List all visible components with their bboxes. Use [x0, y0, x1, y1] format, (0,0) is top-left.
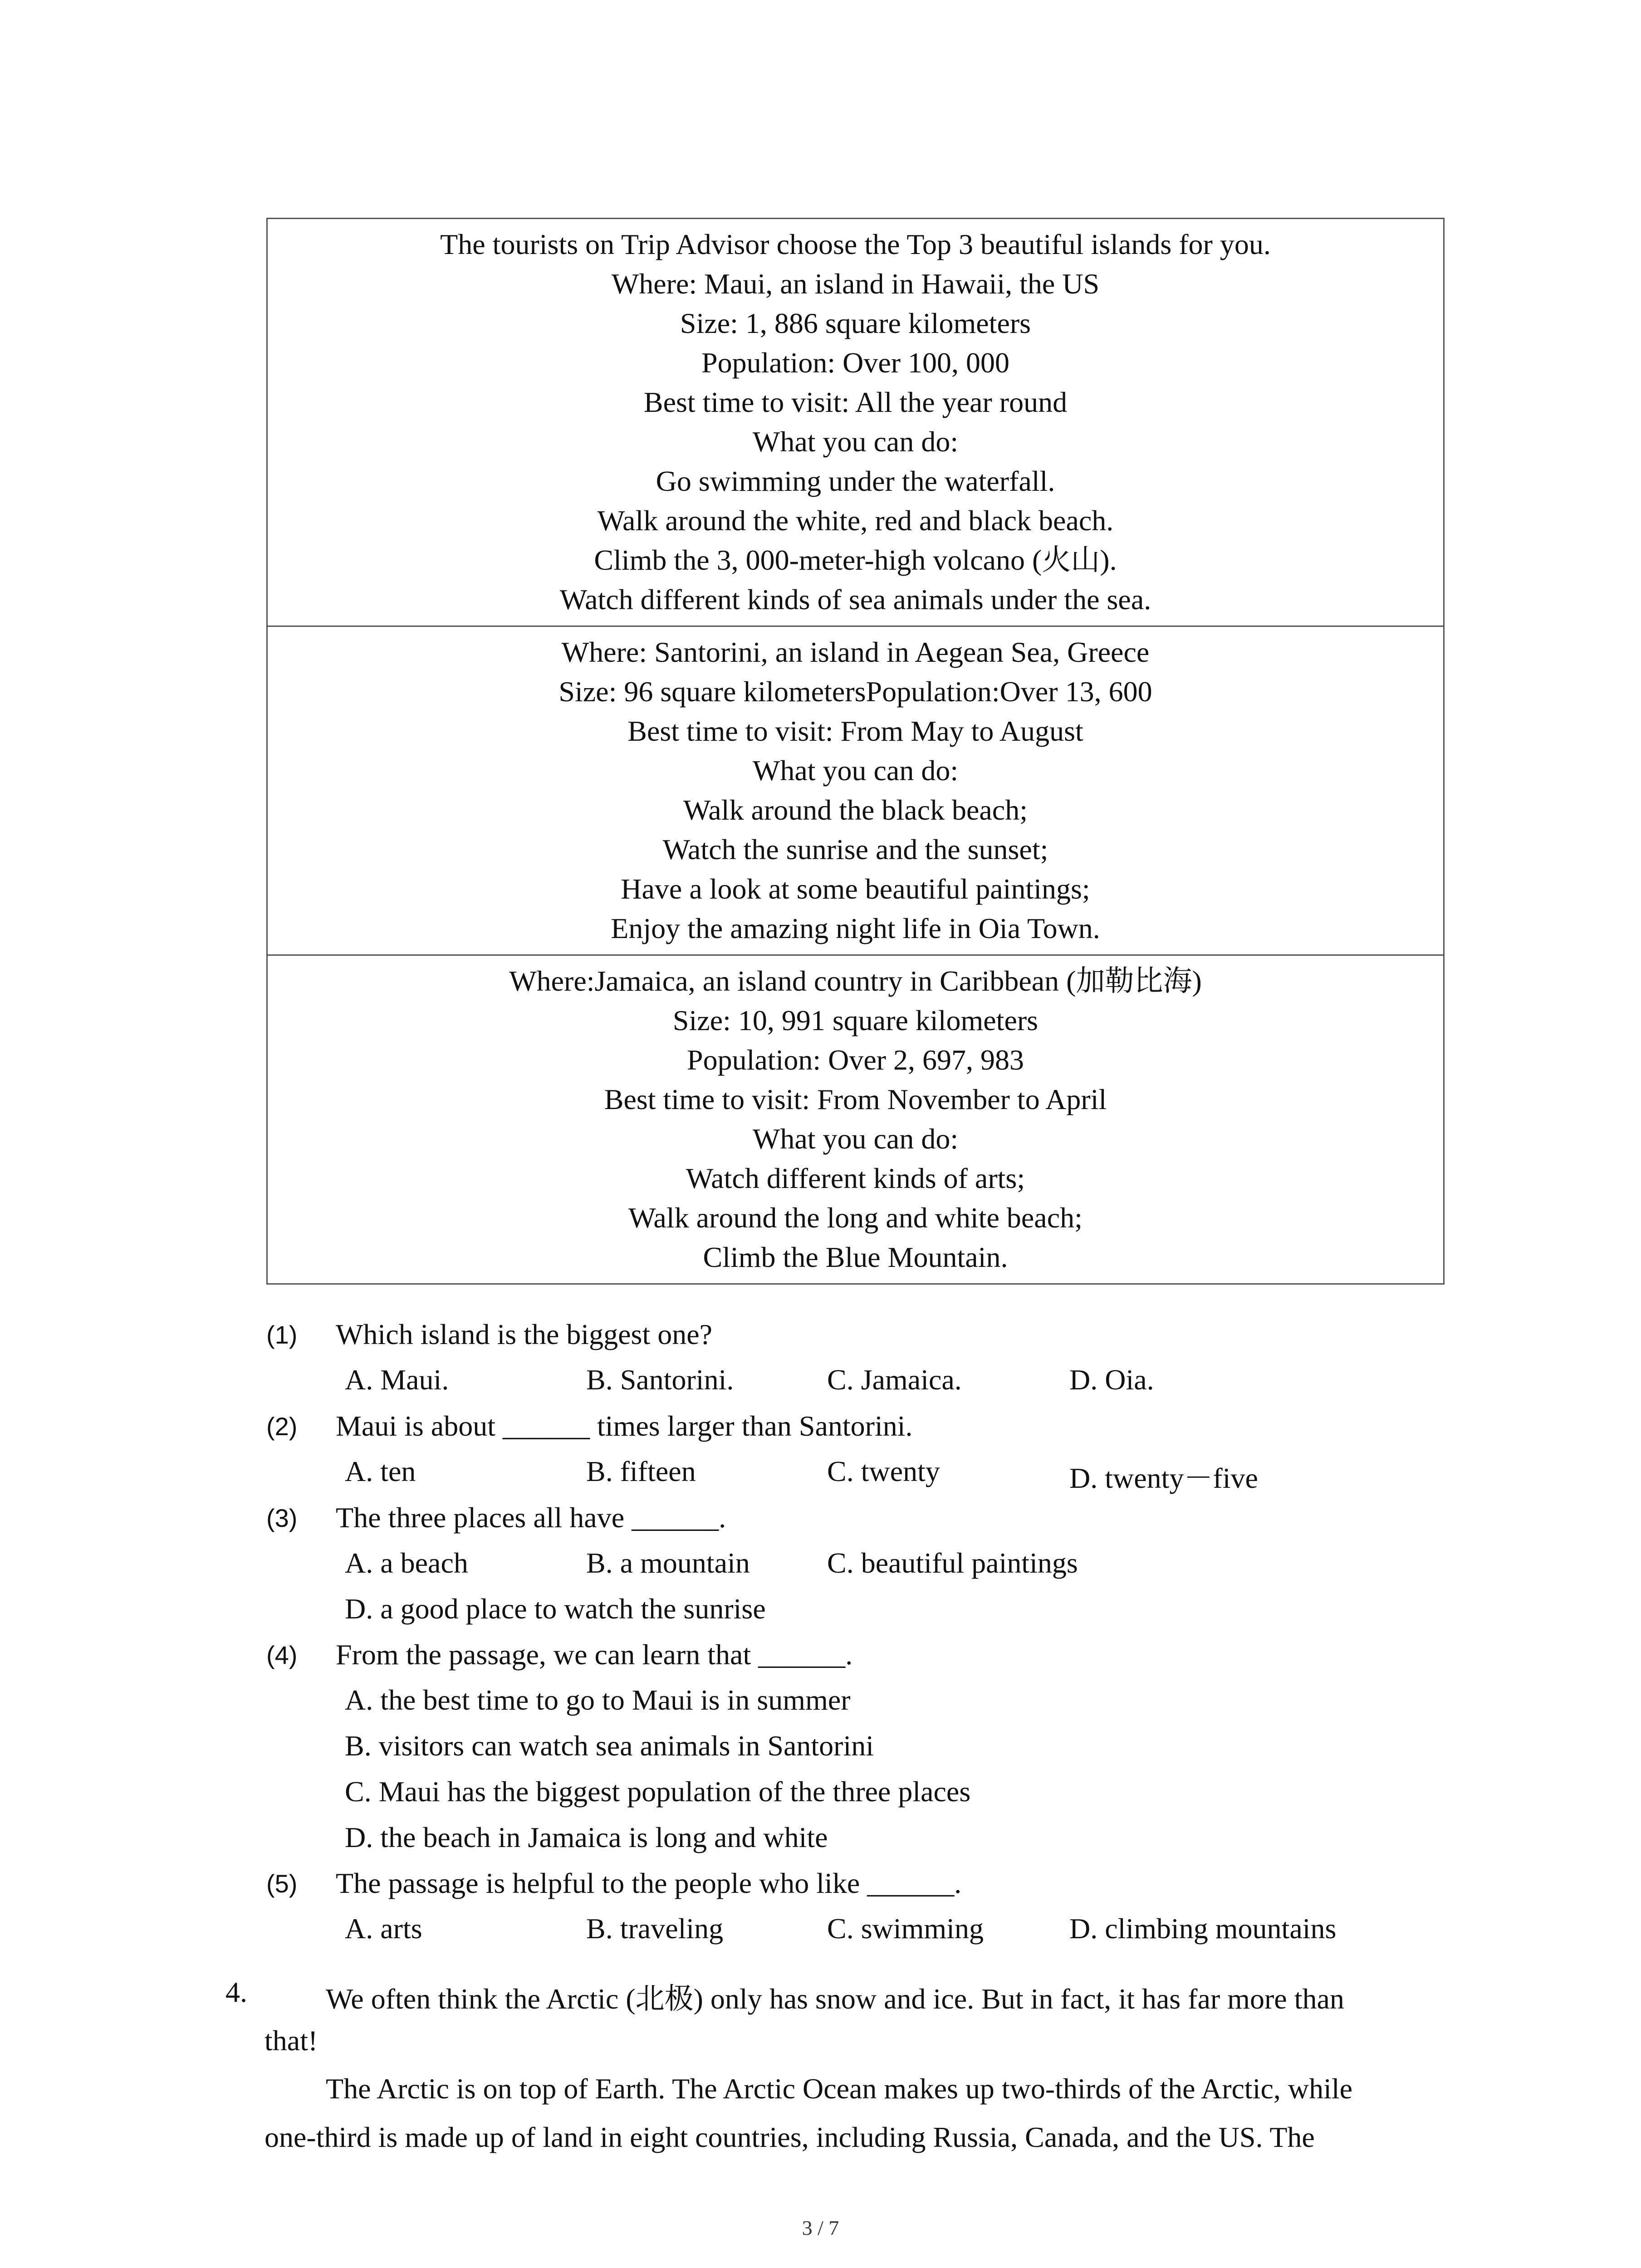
- table-line: Climb the Blue Mountain.: [703, 1241, 1008, 1273]
- option-b: B. visitors can watch sea animals in Santorini: [345, 1730, 874, 1762]
- option-d: D. a good place to watch the sunrise: [345, 1593, 766, 1625]
- option-b: B. fifteen: [586, 1455, 696, 1487]
- option-a: A. arts: [345, 1912, 422, 1945]
- island-cell-jamaica: [268, 954, 1443, 1283]
- table-line: Size: 1, 886 square kilometers: [680, 307, 1031, 339]
- island-cell-maui: [268, 219, 1443, 626]
- table-line: Where: Maui, an island in Hawaii, the US: [611, 268, 1100, 300]
- table-line: Size: 96 square kilometersPopulation:Over 13, 600: [558, 675, 1152, 708]
- option-c: C. Jamaica.: [827, 1364, 962, 1396]
- table-line: What you can do:: [752, 754, 959, 787]
- option-d: D. the beach in Jamaica is long and white: [345, 1821, 828, 1853]
- table-line: What you can do:: [752, 1123, 959, 1155]
- question-text: Maui is about ______ times larger than Santorini.: [336, 1410, 913, 1442]
- passage-line: We often think the Arctic (北极) only has snow and ice. But in fact, it has far more than: [326, 1983, 1344, 2015]
- question-number: (5): [266, 1869, 298, 1898]
- option-c: C. Maui has the biggest population of the three places: [345, 1775, 971, 1808]
- option-a: A. ten: [345, 1455, 416, 1487]
- question-text: From the passage, we can learn that ______.: [336, 1638, 853, 1671]
- table-line: Best time to visit: All the year round: [643, 386, 1068, 418]
- option-b: B. Santorini.: [586, 1364, 734, 1396]
- table-line: Go swimming under the waterfall.: [656, 465, 1055, 497]
- table-line: Have a look at some beautiful paintings;: [621, 873, 1090, 905]
- table-line: Watch different kinds of arts;: [686, 1162, 1025, 1194]
- table-line: Where:Jamaica, an island country in Caribbean (加勒比海): [509, 965, 1202, 997]
- question-text: Which island is the biggest one?: [336, 1318, 713, 1350]
- option-c: C. twenty: [827, 1455, 940, 1487]
- table-line: Best time to visit: From May to August: [627, 715, 1083, 747]
- passage-line: one-third is made up of land in eight countries, including Russia, Canada, and the US. The: [265, 2121, 1315, 2153]
- option-a: A. Maui.: [345, 1364, 449, 1396]
- table-line: Watch the sunrise and the sunset;: [662, 833, 1048, 865]
- option-a: A. the best time to go to Maui is in summer: [345, 1684, 851, 1716]
- table-line: Population: Over 2, 697, 983: [686, 1044, 1024, 1076]
- question-number: (4): [266, 1641, 298, 1669]
- islands-table: [266, 218, 1445, 1285]
- question-text: The passage is helpful to the people who like ______.: [336, 1867, 962, 1899]
- option-d: D. climbing mountains: [1069, 1912, 1337, 1945]
- table-line: The tourists on Trip Advisor choose the Top 3 beautiful islands for you.: [440, 228, 1271, 260]
- question-text: The three places all have ______.: [336, 1501, 726, 1534]
- question-number: (3): [266, 1504, 298, 1532]
- option-c: C. swimming: [827, 1912, 984, 1945]
- page-number: 3 / 7: [802, 2216, 839, 2239]
- passage-number: 4.: [225, 1976, 247, 2008]
- table-line: Watch different kinds of sea animals under the sea.: [559, 583, 1151, 616]
- table-line: Walk around the black beach;: [683, 794, 1028, 826]
- option-b: B. traveling: [586, 1912, 724, 1945]
- table-line: Enjoy the amazing night life in Oia Town.: [611, 912, 1100, 944]
- table-line: Walk around the long and white beach;: [628, 1202, 1083, 1234]
- table-line: Size: 10, 991 square kilometers: [672, 1004, 1038, 1036]
- table-line: Walk around the white, red and black beach.: [597, 504, 1114, 537]
- option-a: A. a beach: [345, 1547, 468, 1579]
- question-number: (1): [266, 1320, 298, 1349]
- option-d: D. Oia.: [1069, 1364, 1154, 1396]
- option-c: C. beautiful paintings: [827, 1547, 1078, 1579]
- table-line: Population: Over 100, 000: [701, 347, 1010, 379]
- table-line: Climb the 3, 000-meter-high volcano (火山).: [594, 544, 1117, 576]
- table-line: Where: Santorini, an island in Aegean Sea, Greece: [561, 636, 1150, 668]
- question-number: (2): [266, 1412, 298, 1441]
- option-b: B. a mountain: [586, 1547, 750, 1579]
- passage-line: that!: [265, 2024, 318, 2057]
- option-d: D. twenty－five: [1069, 1462, 1258, 1494]
- island-cell-santorini: [268, 626, 1443, 954]
- table-line: What you can do:: [752, 425, 959, 458]
- table-line: Best time to visit: From November to April: [604, 1083, 1107, 1115]
- passage-line: The Arctic is on top of Earth. The Arctic Ocean makes up two-thirds of the Arctic, while: [326, 2072, 1353, 2105]
